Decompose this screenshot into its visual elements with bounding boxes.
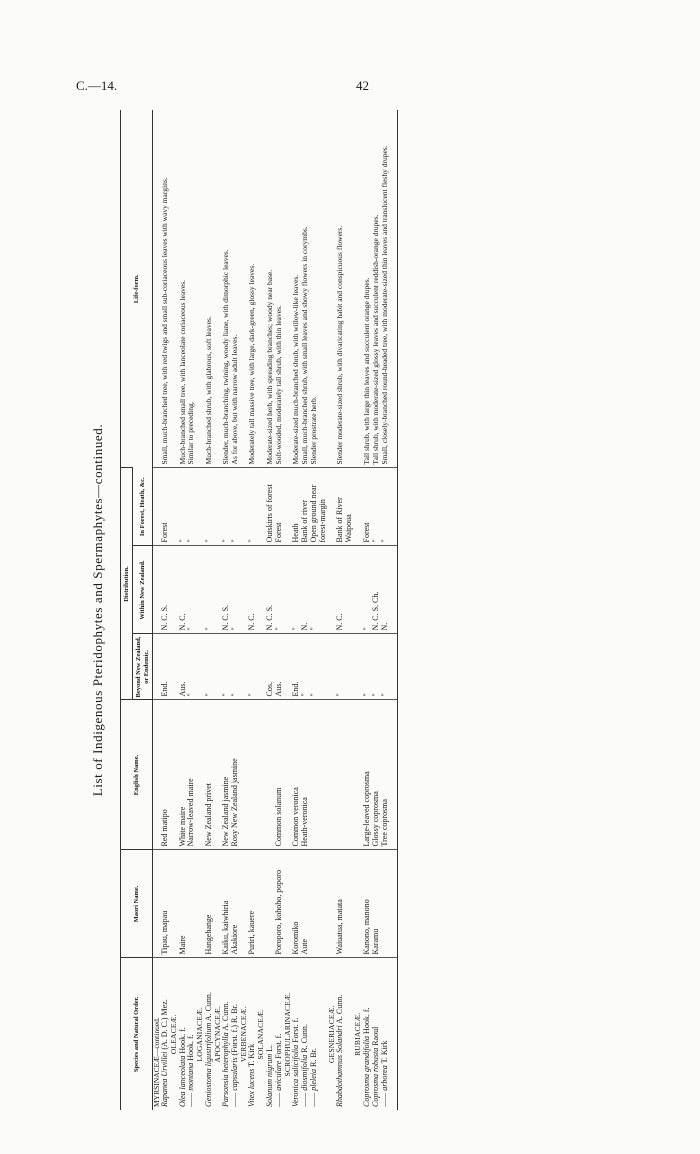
table-row (179, 110, 188, 1110)
family-name: RUBIACEÆ. (354, 958, 362, 1110)
species-name: Veronica salicifolia (291, 1044, 301, 1107)
life-form: Small, much-branched shrub, with small leaves and showy flowers in corymbs. (300, 226, 310, 465)
maori-name: Puriri, kauere (248, 850, 257, 958)
species-name: —— arborea (379, 1065, 389, 1107)
maori-name: Kanono, manono (363, 850, 372, 958)
rotated-table-page (90, 110, 650, 1110)
family-name: SCROPHULARINACEÆ. (284, 958, 292, 1110)
maori-name (310, 850, 328, 958)
species-cell (310, 958, 328, 1110)
species-name: Coprosma robusta (370, 1047, 380, 1107)
species-name: Parsonsia heterophylla (221, 1032, 231, 1107)
life-form: Soft-wooded, moderately tall shrub, with thin leaves. (273, 305, 283, 465)
maori-name: Waiuatua, matata (336, 850, 354, 958)
within-nz: N. (301, 546, 310, 634)
species-name: —— capsularis (230, 1057, 240, 1107)
within-nz: N. C. S. (222, 546, 231, 634)
family-row (170, 110, 178, 1110)
table-row (301, 110, 310, 1110)
table-row (266, 110, 275, 1110)
family-row (284, 110, 292, 1110)
species-author: R. Cunn. (300, 1024, 310, 1053)
life-form: Much-branched shrub, with glabrous, soft leaves. (203, 316, 213, 465)
species-author: R. Br. (309, 1048, 319, 1067)
species-author: A. Cunn. (203, 992, 213, 1022)
habitat: Forest (363, 468, 372, 546)
beyond-nz: " (231, 634, 240, 700)
within-nz: N. C. S. Ch. (372, 546, 381, 634)
maori-name: Poroporo, kohoho, poporo (275, 850, 284, 958)
beyond-nz: End. (292, 634, 301, 700)
species-name: Rapanea Urvillei (160, 1051, 170, 1107)
table-row (336, 110, 354, 1110)
life-form: Tall shrub, with moderate-sized glossy leaves and succulent reddish-orange drupes. (370, 214, 380, 465)
within-nz: N. C. (179, 546, 188, 634)
life-form: Much-branched small tree, with lanceolate coriaceous leaves. (177, 279, 187, 465)
family-name: OLEACEÆ. (170, 958, 178, 1110)
english-name: Large-leaved coprosma (363, 700, 372, 850)
english-name: New Zealand jasmine (222, 700, 231, 850)
within-nz: N. C. (248, 546, 257, 634)
habitat: Bank of River Waipoua (336, 468, 354, 546)
page-header-left: C.—14. (76, 78, 118, 93)
habitat: " (179, 468, 188, 546)
beyond-nz: " (372, 634, 381, 700)
maori-name: Maire (179, 850, 188, 958)
beyond-nz: End. (161, 634, 170, 700)
species-name: —— diosmifolia (300, 1054, 310, 1107)
table-title: List of Indigenous Pteridophytes and Spermaphytes—continued. (90, 423, 105, 797)
within-nz: N. C. S. (161, 546, 170, 634)
habitat: Bank of river (301, 468, 310, 546)
family-row (354, 110, 362, 1110)
life-form: Small, closely-branched round-headed tree, with moderate-sized thin leaves and translucent fleshy drupes. (381, 110, 398, 468)
maori-name: Karamu (372, 850, 381, 958)
family-name: LOGANIACEÆ. (196, 958, 204, 1110)
maori-name: Akakiore (231, 850, 240, 958)
species-name: Olea lanceolata (177, 1055, 187, 1107)
col-species: Species and Natural Order. (121, 958, 153, 1110)
family-row (196, 110, 204, 1110)
maori-name: Tipau, mapau (161, 850, 170, 958)
table-row (381, 110, 398, 1110)
maori-name: Kaiku, kaiwhiria (222, 850, 231, 958)
english-name (336, 700, 354, 850)
maori-name: Koromiko (292, 850, 301, 958)
habitat: " (372, 468, 381, 546)
life-form: Slender moderate-sized shrub, with divaricating habit and conspicuous flowers. (335, 225, 345, 465)
habitat: Outskirts of forest (266, 468, 275, 546)
within-nz: N. C. (336, 546, 354, 634)
table-row (310, 110, 328, 1110)
table-row (248, 110, 257, 1110)
within-nz: N. C. S. (266, 546, 275, 634)
family-name: GESNERIACEÆ. (328, 958, 336, 1110)
english-name: White maire (179, 700, 188, 850)
table-row (161, 110, 170, 1110)
habitat: " (381, 468, 398, 546)
species-author: Raoul (370, 1026, 380, 1046)
col-within: Within New Zealand. (133, 546, 153, 634)
within-nz: " (205, 546, 214, 634)
habitat: " (205, 468, 214, 546)
english-name: Narrow-leaved maire (187, 700, 196, 850)
within-nz: " (231, 546, 240, 634)
species-author: Hook. f. (361, 1007, 371, 1034)
species-author: (Forst. f.) R. Br. (230, 1004, 240, 1056)
species-author: Hook. f. (186, 1034, 196, 1061)
english-name: Glossy coprosma (372, 700, 381, 850)
col-maori: Maori Name. (121, 850, 153, 958)
species-name: Geniostoma ligustrifolium (203, 1022, 213, 1107)
habitat: " (248, 468, 257, 546)
life-form: Moderate-sized much-branched shrub, with willow-like leaves. (291, 274, 301, 465)
col-beyond: Beyond New Zealand, or Endemic. (133, 634, 153, 700)
habitat: Open ground near forest-margin (310, 468, 328, 546)
life-form: Similar to preceding. (186, 401, 196, 465)
life-form: Slender prostrate herb. (309, 396, 319, 465)
maori-name (187, 850, 196, 958)
beyond-nz: " (205, 634, 214, 700)
species-name: —— aviculare (273, 1060, 283, 1107)
english-name: Tree coprosma (381, 700, 398, 850)
beyond-nz: " (310, 634, 328, 700)
page-number: 42 (356, 78, 369, 93)
species-author: L. (264, 1044, 274, 1052)
beyond-nz: " (336, 634, 354, 700)
beyond-nz: " (248, 634, 257, 700)
within-nz: " (310, 546, 328, 634)
life-form: Slender, much-branching, twining, woody liane, with dimorphic leaves. (221, 249, 231, 465)
species-cell (381, 958, 398, 1110)
species-author: (A. D. C.) Mez. (160, 999, 170, 1050)
life-form: Small, much-branched tree, with red twigs and small sub-coriaceous leaves with wavy margins. (160, 177, 170, 465)
species-author: T. Kirk (379, 1040, 389, 1064)
species-author: Forst. f. (273, 1033, 283, 1059)
species-name: —— montana (186, 1062, 196, 1107)
life-form: Tall shrub, with large thin leaves and succulent orange drupes. (361, 277, 371, 465)
habitat: " (222, 468, 231, 546)
table-row (231, 110, 240, 1110)
maori-name: Hangehange (205, 850, 214, 958)
species-author: Forst. f. (291, 1017, 301, 1043)
within-nz: N. (381, 546, 398, 634)
col-distribution: Distribution. (121, 468, 133, 700)
within-nz: " (187, 546, 196, 634)
english-name: Common solanum (275, 700, 284, 850)
english-name: Red matipo (161, 700, 170, 850)
species-name: Rhabdothamnus Solandri (335, 1025, 345, 1107)
table-row (275, 110, 284, 1110)
species-name: —— pleleia (309, 1069, 319, 1107)
habitat: " (231, 468, 240, 546)
life-form: As for above, but with narrow adult leaves. (230, 334, 240, 465)
english-name (248, 700, 257, 850)
col-english: English Name. (121, 700, 153, 850)
english-name: Heath-veronica (301, 700, 310, 850)
species-name: Vitex lucens (247, 1068, 257, 1107)
within-nz: " (363, 546, 372, 634)
col-lifeform: Life-form. (121, 110, 153, 468)
maori-name: Aute (301, 850, 310, 958)
species-name: Solanum nigrum (264, 1053, 274, 1107)
english-name: New Zealand privet (205, 700, 214, 850)
english-name (310, 700, 328, 850)
species-name: Coprosma grandifolia (361, 1035, 371, 1107)
beyond-nz: " (363, 634, 372, 700)
life-form: Moderate-sized herb, with spreading branches; woody near base. (264, 269, 274, 465)
english-name: Common veronica (292, 700, 301, 850)
family-name: SOLANACEÆ. (257, 958, 265, 1110)
species-author: A. Cunn. (335, 994, 345, 1024)
table-row (205, 110, 214, 1110)
family-name: VERBENACEÆ. (240, 958, 248, 1110)
habitat: Forest (275, 468, 284, 546)
maori-name (381, 850, 398, 958)
beyond-nz: " (301, 634, 310, 700)
beyond-nz: Cos. (266, 634, 275, 700)
habitat: Heath (292, 468, 301, 546)
beyond-nz: Aus. (275, 634, 284, 700)
family-name: APOCYNACEÆ. (214, 958, 222, 1110)
beyond-nz: " (187, 634, 196, 700)
beyond-nz: Aus. (179, 634, 188, 700)
within-nz: " (292, 546, 301, 634)
english-name: Rosy New Zealand jasmine (231, 700, 240, 850)
table-row (222, 110, 231, 1110)
habitat: " (187, 468, 196, 546)
beyond-nz: " (381, 634, 398, 700)
family-row (240, 110, 248, 1110)
species-cell (336, 958, 354, 1110)
habitat: Forest (161, 468, 170, 546)
beyond-nz: " (222, 634, 231, 700)
species-table (120, 110, 398, 1110)
life-form: Moderately tall massive tree, with large, dark-green, glossy leaves. (247, 263, 257, 465)
species-author: A. Cunn. (221, 1001, 231, 1031)
within-nz: " (275, 546, 284, 634)
species-author: Hook. f. (177, 1027, 187, 1054)
group-label: MYRSINACEÆ—continued. (152, 958, 161, 1110)
col-forest: In Forest, Heath, &c. (133, 468, 153, 546)
table-body (152, 110, 398, 1110)
table-row (187, 110, 196, 1110)
species-author: T. Kirk (247, 1043, 257, 1067)
